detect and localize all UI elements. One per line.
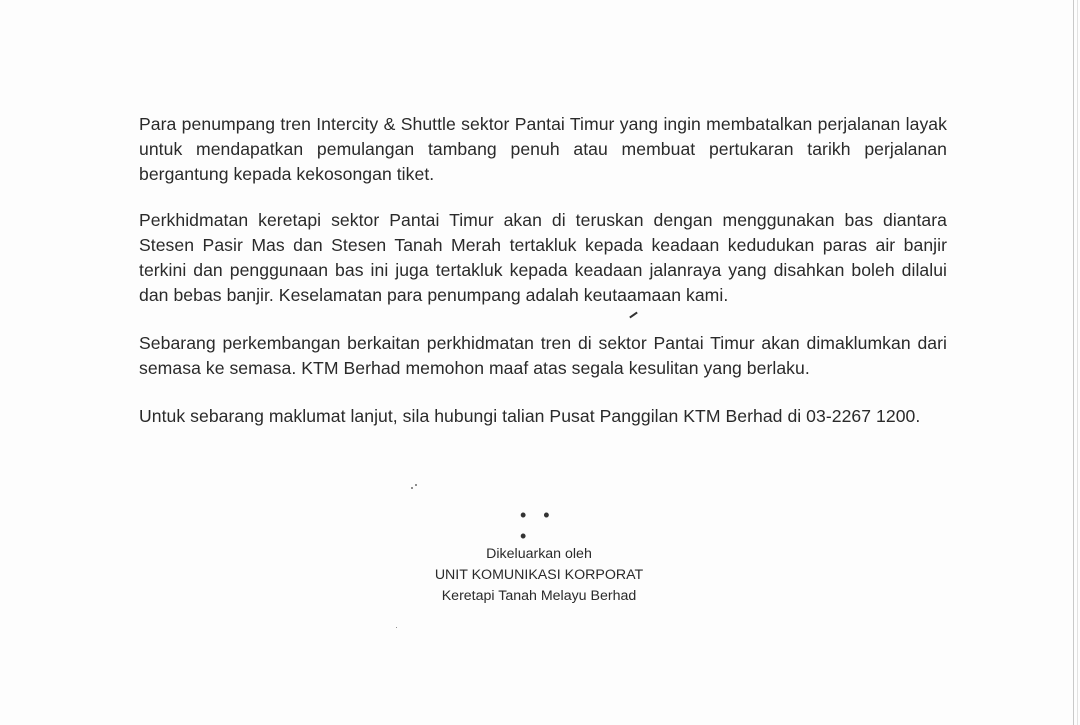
paragraph-refund: Para penumpang tren Intercity & Shuttle sektor Pantai Timur yang ingin membatalkan perjalanan layak untuk mendapatkan pemulangan tambang penuh atau membuat pertukaran tarikh perjalanan bergantung kepada kekosongan tiket. <box>139 114 947 184</box>
section-separator: • • • <box>520 505 556 546</box>
scan-speck <box>415 484 417 486</box>
scan-speck <box>396 627 397 628</box>
scan-edge-line-faint <box>1077 0 1078 725</box>
issued-by-label: Dikeluarkan oleh <box>486 546 592 562</box>
scan-edge-line <box>1073 0 1074 725</box>
pen-mark <box>629 312 638 319</box>
issuer-unit: UNIT KOMUNIKASI KORPORAT <box>434 567 644 583</box>
paragraph-bus-service: Perkhidmatan keretapi sektor Pantai Timur akan di teruskan dengan menggunakan bas diantara Stesen Pasir Mas dan Stesen Tanah Merah tertakluk kepada keadaan kedudukan paras air banjir terkini dan penggunaan bas ini juga tertakluk kepada keadaan jalanraya yang disahkan boleh dilalui dan bebas banjir. Keselamatan para penumpang adalah keutaamaan kami. <box>139 210 947 305</box>
issuer-company: Keretapi Tanah Melayu Berhad <box>441 588 637 604</box>
scan-speck <box>411 487 413 489</box>
paragraph-updates: Sebarang perkembangan berkaitan perkhidmatan tren di sektor Pantai Timur akan dimaklumkan dari semasa ke semasa. KTM Berhad memohon maaf atas segala kesulitan yang berlaku. <box>139 333 947 378</box>
paragraph-contact: Untuk sebarang maklumat lanjut, sila hubungi talian Pusat Panggilan KTM Berhad di 03-2267 1200. <box>139 406 921 426</box>
